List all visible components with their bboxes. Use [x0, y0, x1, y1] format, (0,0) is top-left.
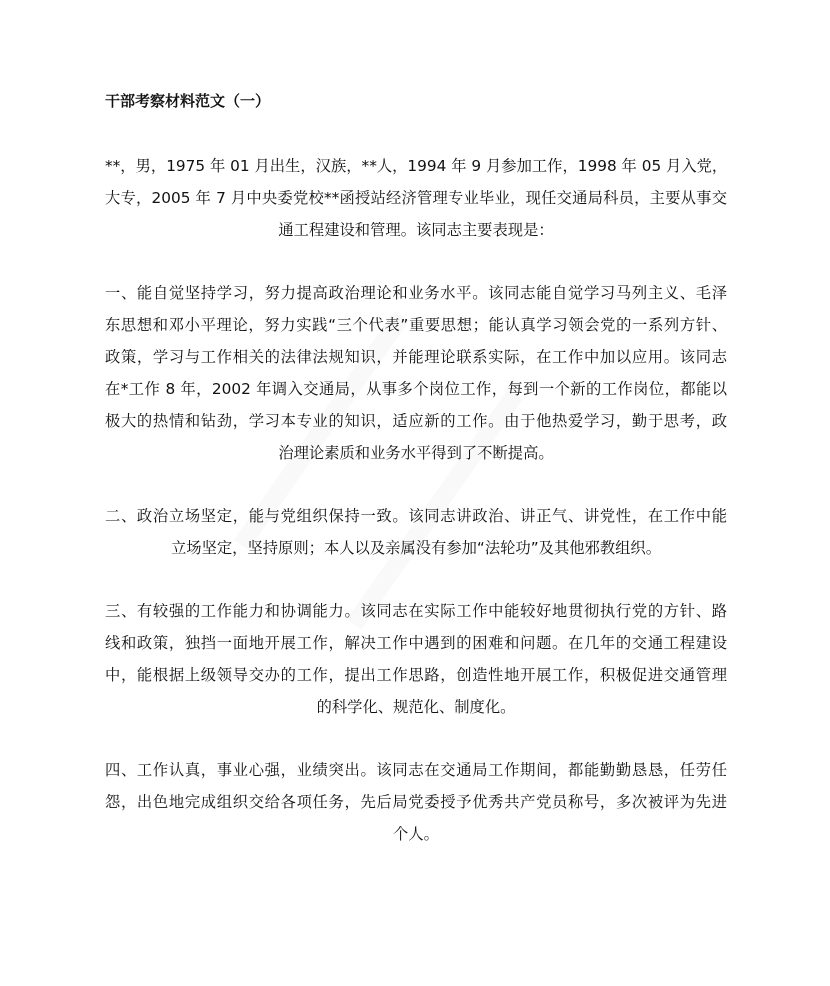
text-line: 通工程建设和管理。该同志主要表现是：	[278, 221, 554, 239]
text-line: 立场坚定，坚持原则；本人以及亲属没有参加“法轮功”及其他邪教组织。	[170, 539, 662, 557]
text-line: 中，能根据上级领导交办的工作，提出工作思路，创造性地开展工作，积极促进交通管理	[105, 666, 727, 684]
text-line: 三、有较强的工作能力和协调能力。该同志在实际工作中能较好地贯彻执行党的方针、路	[105, 602, 727, 620]
paragraph	[105, 754, 727, 850]
text-line: **，男，1975 年 01 月出生，汉族，**人，1994 年 9 月参加工作，1998 年 05 月入党，	[105, 157, 728, 175]
text-line: 的科学化、规范化、制度化。	[316, 698, 516, 716]
paragraph	[105, 277, 727, 469]
document-body	[105, 150, 727, 850]
document-page	[105, 88, 727, 881]
paragraph	[105, 500, 727, 564]
text-line: 治理论素质和业务水平得到了不断提高。	[278, 444, 554, 462]
text-line: 东思想和邓小平理论，努力实践“三个代表”重要思想；能认真学习领会党的一系列方针、	[105, 316, 727, 334]
text-line: 个人。	[393, 825, 439, 843]
text-line: 线和政策，独挡一面地开展工作，解决工作中遇到的困难和问题。在几年的交通工程建设	[105, 634, 727, 652]
text-line: 怨，出色地完成组织交给各项任务，先后局党委授予优秀共产党员称号，多次被评为先进	[105, 793, 727, 811]
paragraph	[105, 150, 727, 246]
text-line: 在*工作 8 年，2002 年调入交通局，从事多个岗位工作，每到一个新的工作岗位，都能以	[105, 380, 727, 398]
text-line: 二、政治立场坚定，能与党组织保持一致。该同志讲政治、讲正气、讲党性，在工作中能	[105, 507, 727, 525]
text-line: 四、工作认真，事业心强，业绩突出。该同志在交通局工作期间，都能勤勤恳恳，任劳任	[105, 761, 727, 779]
text-line: 极大的热情和钻劲，学习本专业的知识，适应新的工作。由于他热爱学习，勤于思考，政	[105, 412, 727, 430]
paragraph	[105, 595, 727, 723]
text-line: 政策，学习与工作相关的法律法规知识，并能理论联系实际，在工作中加以应用。该同志	[105, 348, 727, 366]
text-line: 大专，2005 年 7 月中央委党校**函授站经济管理专业毕业，现任交通局科员，主要从事交	[105, 189, 727, 207]
document-title: 干部考察材料范文（一）	[105, 92, 271, 110]
text-line: 一、能自觉坚持学习，努力提高政治理论和业务水平。该同志能自觉学习马列主义、毛泽	[105, 284, 727, 302]
